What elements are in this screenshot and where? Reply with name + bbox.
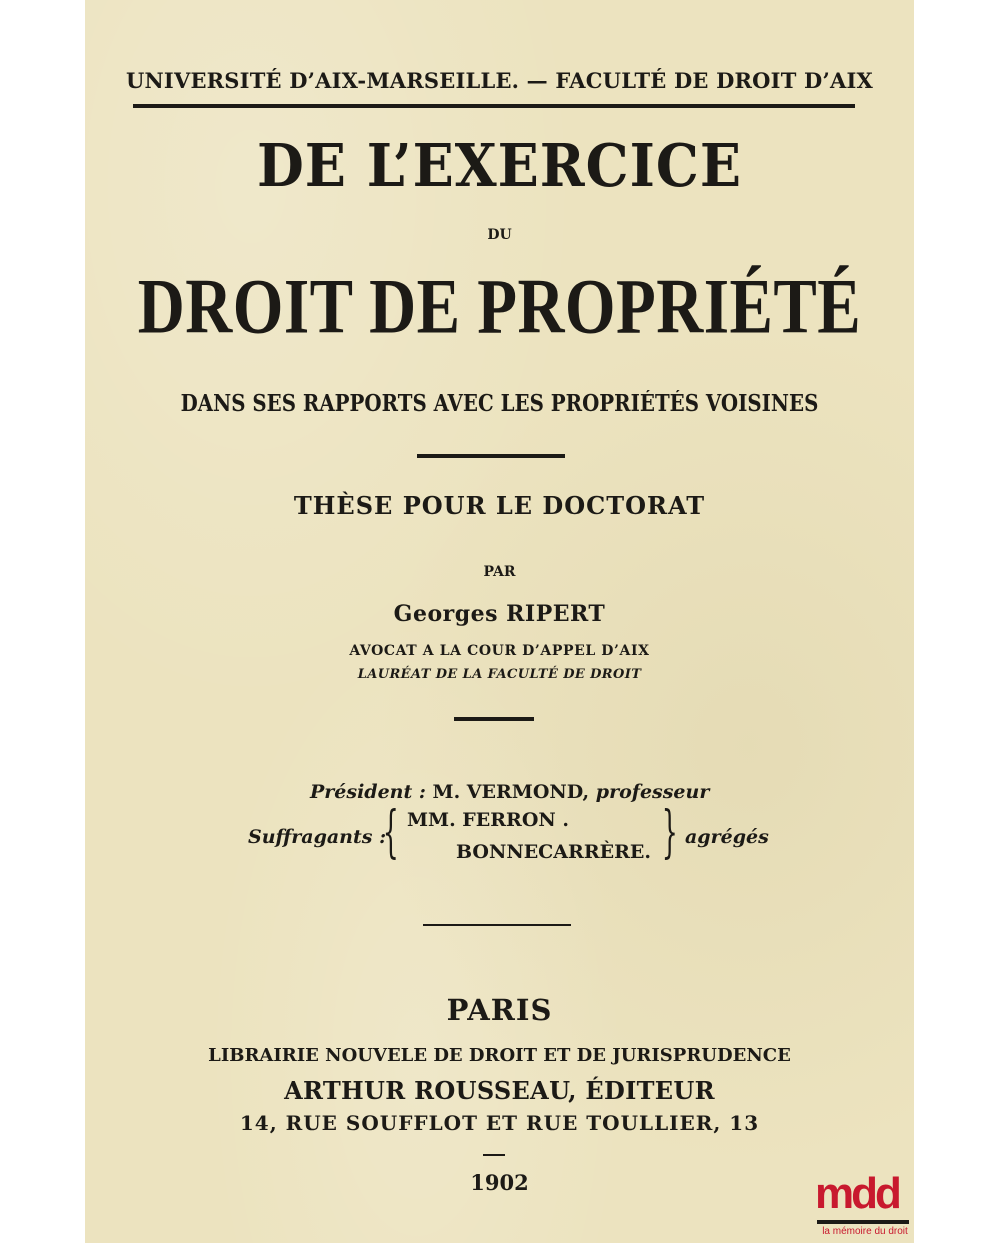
logo-caption: la mémoire du droit: [822, 1226, 908, 1237]
jury-president: [310, 781, 709, 803]
president-label: Président :: [310, 781, 426, 803]
suffragant-1: MM. FERRON .: [407, 809, 569, 831]
divider-3: [423, 924, 571, 926]
suffragants-title: agrégés: [685, 826, 769, 848]
author-distinction: LAURÉAT DE LA FACULTÉ DE DROIT: [357, 667, 642, 682]
title-line-1: DE L’EXERCICE: [256, 129, 743, 201]
mdd-logo: [815, 1169, 915, 1243]
logo-mark: mdd: [815, 1169, 899, 1218]
right-brace: }: [661, 800, 678, 865]
author-name: Georges RIPERT: [393, 601, 606, 627]
president-title: professeur: [595, 781, 710, 803]
title-connector: DU: [487, 227, 512, 243]
author-role: AVOCAT A LA COUR D’APPEL D’AIX: [349, 643, 650, 659]
divider-2: [454, 717, 534, 721]
publication-year: 1902: [470, 1170, 529, 1195]
suffragant-2: BONNECARRÈRE.: [456, 841, 651, 863]
title-line-2: DROIT DE PROPRIÉTÉ: [137, 264, 862, 351]
publisher-name: ARTHUR ROUSSEAU, ÉDITEUR: [284, 1076, 715, 1105]
thesis-label: THÈSE POUR LE DOCTORAT: [293, 491, 706, 520]
publisher-address: 14, RUE SOUFFLOT ET RUE TOULLIER, 13: [239, 1111, 760, 1135]
university-header: UNIVERSITÉ D’AIX-MARSEILLE. — FACULTÉ DE DROIT D’AIX: [126, 68, 873, 93]
library-name: LIBRAIRIE NOUVELE DE DROIT ET DE JURISPRUDENCE: [208, 1045, 791, 1066]
subtitle: DANS SES RAPPORTS AVEC LES PROPRIÉTÉS VOISINES: [180, 390, 819, 417]
publication-city: PARIS: [446, 993, 553, 1027]
president-name: M. VERMOND,: [432, 781, 590, 803]
left-brace: {: [382, 800, 399, 865]
divider-1: [417, 454, 565, 458]
book-cover: [85, 0, 914, 1243]
header-rule: [133, 104, 855, 108]
by-label: PAR: [483, 564, 516, 580]
divider-4: [483, 1154, 505, 1156]
logo-underline: [817, 1220, 909, 1224]
suffragants-label: Suffragants :: [248, 826, 387, 848]
